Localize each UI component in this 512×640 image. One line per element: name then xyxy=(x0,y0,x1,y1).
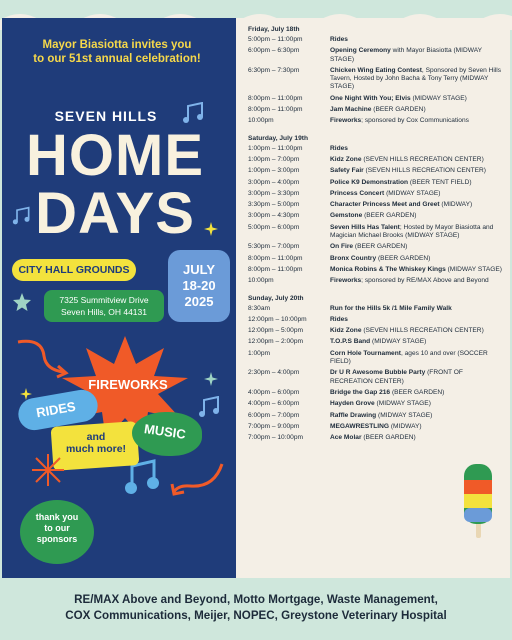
event-title: Gemstone xyxy=(330,212,363,220)
schedule-time: 3:30pm – 5:00pm xyxy=(248,201,300,209)
event-title: T.O.P.S Band xyxy=(330,338,371,346)
event-title: Corn Hole Tournament xyxy=(330,349,401,357)
event-note: (MIDWAY STAGE) xyxy=(376,411,433,419)
event-note: ; Hosted by Mayor Biasiotta and Magician Michael Brooks (MIDWAY STAGE) xyxy=(330,223,494,240)
event-title: Run for the Hills 5k /1 Mile Family Walk xyxy=(330,304,452,312)
invite-line-1: Mayor Biasiotta invites you xyxy=(42,39,192,51)
event-note: (MIDWAY STAGE) xyxy=(445,265,502,273)
schedule-row xyxy=(248,201,504,209)
schedule-row xyxy=(248,179,504,187)
schedule-row xyxy=(248,145,504,153)
schedule-event xyxy=(330,327,504,335)
event-note: (FRONT OF RECREATION CENTER) xyxy=(330,369,463,385)
event-note: , Sponsored by Seven Hills Tavern, Hosted by John Bacha & Tony Terry (MIDWAY STAGE) xyxy=(330,66,502,91)
event-note: (SEVEN HILLS RECREATION CENTER) xyxy=(361,327,484,335)
event-title: Character Princess Meet and Greet xyxy=(330,201,440,209)
event-title: Ace Molar xyxy=(330,434,362,442)
schedule-row xyxy=(248,434,504,442)
popsicle-icon xyxy=(460,462,496,540)
event-title: Chicken Wing Eating Contest xyxy=(330,66,422,74)
event-note: (MIDWAY STAGE) xyxy=(410,94,467,102)
schedule-row xyxy=(248,350,504,367)
schedule-time: 1:00pm xyxy=(248,349,270,357)
schedule-time: 3:00pm – 3:30pm xyxy=(248,189,300,197)
schedule-time: 8:00pm – 11:00pm xyxy=(248,94,303,102)
date-year: 2025 xyxy=(184,294,214,309)
date-month: JULY xyxy=(182,262,216,277)
schedule-time: 3:00pm – 4:30pm xyxy=(248,212,300,220)
schedule-event xyxy=(330,212,504,220)
schedule-event xyxy=(330,95,504,103)
thank-sponsors-badge xyxy=(20,500,94,564)
schedule-event xyxy=(330,167,504,175)
event-title: One Night With You; Elvis xyxy=(330,94,411,102)
event-note: (BEER GARDEN) xyxy=(376,254,431,262)
schedule-row xyxy=(248,412,504,420)
schedule-event xyxy=(330,277,504,285)
fireworks-label: FIREWORKS xyxy=(88,377,168,392)
music-note-icon xyxy=(182,102,206,124)
event-note: (BEER GARDEN) xyxy=(371,106,426,114)
schedule-event xyxy=(330,305,504,313)
event-title: Bridge the Gap 216 xyxy=(330,388,391,396)
schedule-row xyxy=(248,327,504,335)
schedule-event xyxy=(330,243,504,251)
schedule-time: 6:00pm – 7:00pm xyxy=(248,411,300,419)
event-title: Hayden Grove xyxy=(330,400,375,408)
thanks-line-1: thank you xyxy=(35,512,79,522)
schedule-row xyxy=(248,423,504,431)
event-title: Monica Robins & The Whiskey Kings xyxy=(330,265,446,273)
event-note: (MIDWAY) xyxy=(439,201,473,209)
event-note: (MIDWAY STAGE) xyxy=(370,338,427,346)
event-note: (BEER GARDEN) xyxy=(362,212,417,220)
schedule-row xyxy=(248,255,504,263)
schedule-time: 10:00pm xyxy=(248,277,274,285)
schedule-row xyxy=(248,369,504,386)
schedule-time: 8:00pm – 11:00pm xyxy=(248,106,303,114)
schedule-time: 4:00pm – 6:00pm xyxy=(248,388,300,396)
schedule-event xyxy=(330,389,504,397)
location-name-badge: CITY HALL GROUNDS xyxy=(12,259,136,281)
event-note: (MIDWAY STAGE) xyxy=(384,189,441,197)
schedule-row xyxy=(248,338,504,346)
title-days: DAYS xyxy=(35,181,195,246)
invite-line-2: to our 51st annual celebration! xyxy=(33,53,201,65)
event-title: MEGAWRESTLING xyxy=(330,422,389,430)
event-note: ; sponsored by Cox Communications xyxy=(361,117,469,125)
event-title: Raffle Drawing xyxy=(330,411,377,419)
much-more-label xyxy=(56,431,136,455)
sponsor-line-2: COX Communications, Meijer, NOPEC, Greystone Veterinary Hospital xyxy=(65,609,447,622)
sparkle-icon xyxy=(204,222,218,236)
schedule-event xyxy=(330,423,504,431)
schedule-event xyxy=(330,338,504,346)
event-title: Fireworks xyxy=(330,117,362,125)
schedule-event xyxy=(330,369,504,386)
event-title: Safety Fair xyxy=(330,167,364,175)
event-title: Jam Machine xyxy=(330,106,372,114)
schedule-row xyxy=(248,117,504,125)
schedule-time: 4:00pm – 6:00pm xyxy=(248,400,300,408)
event-note: (SEVEN HILLS RECREATION CENTER) xyxy=(363,167,486,175)
arrow-icon xyxy=(170,458,226,498)
sparkle-burst-icon xyxy=(30,452,66,488)
thanks-line-3: sponsors xyxy=(36,534,78,544)
schedule-row xyxy=(248,156,504,164)
schedule-day-heading: Sunday, July 20th xyxy=(248,294,304,302)
event-title: Dr U R Awesome Bubble Party xyxy=(330,369,426,377)
schedule-time: 12:00pm – 2:00pm xyxy=(248,338,303,346)
schedule-time: 1:00pm – 11:00pm xyxy=(248,144,303,152)
event-title: Fireworks xyxy=(330,277,362,285)
event-note: ; sponsored by RE/MAX Above and Beyond xyxy=(361,277,489,285)
sparkle-icon xyxy=(204,372,218,386)
schedule-row xyxy=(248,224,504,241)
event-title: Kidz Zone xyxy=(330,327,362,335)
event-title: On Fire xyxy=(330,243,354,251)
schedule-event xyxy=(330,316,504,324)
schedule-time: 5:00pm – 6:00pm xyxy=(248,223,300,231)
event-note: (BEER GARDEN) xyxy=(361,434,416,442)
schedule-row xyxy=(248,106,504,114)
schedule-row xyxy=(248,47,504,64)
schedule-row xyxy=(248,400,504,408)
event-title: Rides xyxy=(330,315,348,323)
city-name: SEVEN HILLS xyxy=(54,108,158,124)
schedule-row xyxy=(248,36,504,44)
event-title: Bronx Country xyxy=(330,254,377,262)
rides-label: RIDES xyxy=(34,398,77,421)
schedule-event xyxy=(330,266,504,274)
event-note: (SEVEN HILLS RECREATION CENTER) xyxy=(361,155,484,163)
schedule-time: 10:00pm xyxy=(248,117,274,125)
event-note: , ages 10 and over (SOCCER FIELD) xyxy=(330,349,488,366)
schedule-time: 8:00pm – 11:00pm xyxy=(248,265,303,273)
schedule-row xyxy=(248,266,504,274)
music-label: MUSIC xyxy=(143,421,187,442)
schedule-event xyxy=(330,412,504,420)
schedule-event xyxy=(330,106,504,114)
schedule-time: 6:00pm – 6:30pm xyxy=(248,47,300,55)
schedule-row xyxy=(248,67,504,92)
address-street: 7325 Summitview Drive xyxy=(59,295,149,305)
schedule-day-heading: Saturday, July 19th xyxy=(248,134,308,142)
event-title: Rides xyxy=(330,144,348,152)
schedule-event xyxy=(330,201,504,209)
event-title: Princess Concert xyxy=(330,189,385,197)
address-badge xyxy=(44,290,164,322)
schedule-row xyxy=(248,316,504,324)
event-note: (BEER GARDEN) xyxy=(390,388,445,396)
music-note-icon xyxy=(198,396,222,418)
schedule-time: 2:30pm – 4:00pm xyxy=(248,369,300,377)
schedule-time: 1:00pm – 7:00pm xyxy=(248,155,300,163)
schedule-row xyxy=(248,95,504,103)
event-title: Kidz Zone xyxy=(330,155,362,163)
title-home: HOME xyxy=(26,123,204,188)
schedule-event xyxy=(330,224,504,241)
much-more-line-2: much more! xyxy=(65,443,127,455)
event-note: (MIDWAY) xyxy=(388,422,422,430)
schedule-row xyxy=(248,305,504,313)
schedule-time: 5:30pm – 7:00pm xyxy=(248,243,300,251)
schedule-time: 1:00pm – 3:00pm xyxy=(248,167,300,175)
star-icon xyxy=(12,292,32,312)
event-title: Seven Hills Has Talent xyxy=(330,223,400,231)
event-note: (MIDWAY STAGE) xyxy=(374,400,431,408)
thanks-line-2: to our xyxy=(44,523,70,533)
schedule-time: 3:00pm – 4:00pm xyxy=(248,178,300,186)
schedule-event xyxy=(330,255,504,263)
schedule-time: 8:30am xyxy=(248,304,270,312)
event-note: (BEER TENT FIELD) xyxy=(408,178,472,186)
music-note-icon xyxy=(12,206,32,226)
schedule-time: 7:00pm – 9:00pm xyxy=(248,422,300,430)
schedule xyxy=(248,26,504,445)
event-note: (BEER GARDEN) xyxy=(353,243,408,251)
schedule-event xyxy=(330,190,504,198)
event-title: Opening Ceremony xyxy=(330,47,391,55)
schedule-row xyxy=(248,277,504,285)
schedule-row xyxy=(248,212,504,220)
schedule-time: 5:00pm – 11:00pm xyxy=(248,36,303,43)
schedule-event xyxy=(330,156,504,164)
schedule-event xyxy=(330,67,504,92)
sponsor-list xyxy=(0,592,512,624)
schedule-time: 7:00pm – 10:00pm xyxy=(248,434,303,442)
schedule-row xyxy=(248,389,504,397)
event-note: with Mayor Biasiotta (MIDWAY STAGE) xyxy=(330,47,482,63)
schedule-row xyxy=(248,167,504,175)
event-title: Police K9 Demonstration xyxy=(330,178,409,186)
schedule-event xyxy=(330,434,504,442)
schedule-event xyxy=(330,179,504,187)
schedule-row xyxy=(248,190,504,198)
schedule-time: 12:00pm – 5:00pm xyxy=(248,327,303,335)
date-badge xyxy=(168,250,230,322)
event-title: Rides xyxy=(330,36,348,43)
sponsor-line-1: RE/MAX Above and Beyond, Motto Mortgage, Waste Management, xyxy=(74,593,438,606)
date-range: 18-20 xyxy=(182,278,216,293)
schedule-event xyxy=(330,350,504,367)
schedule-row xyxy=(248,243,504,251)
schedule-day-heading: Friday, July 18th xyxy=(248,26,300,33)
schedule-time: 12:00pm – 10:00pm xyxy=(248,315,307,323)
schedule-event xyxy=(330,47,504,64)
schedule-time: 8:00pm – 11:00pm xyxy=(248,254,303,262)
schedule-time: 6:30pm – 7:30pm xyxy=(248,66,300,74)
much-more-line-1: and xyxy=(86,431,106,443)
schedule-event xyxy=(330,117,504,125)
schedule-event xyxy=(330,400,504,408)
address-city: Seven Hills, OH 44131 xyxy=(61,307,147,317)
schedule-event xyxy=(330,145,504,153)
schedule-event xyxy=(330,36,504,44)
